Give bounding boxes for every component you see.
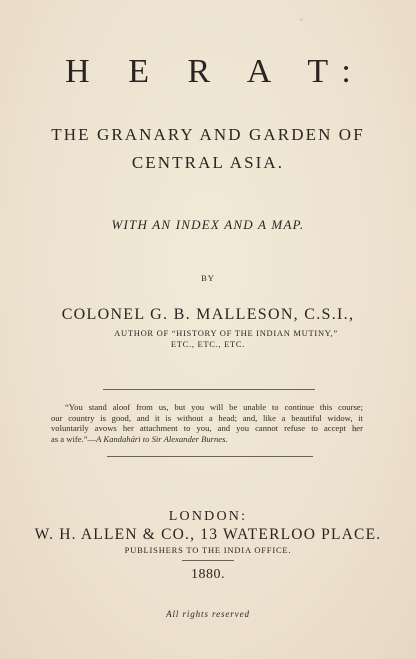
rights-notice: All rights reserved: [166, 609, 250, 619]
paper-foxing-spot: [300, 18, 303, 21]
author-credentials: AUTHOR OF “HISTORY OF THE INDIAN MUTINY,”: [114, 328, 338, 338]
epigraph-line: our country is good, and it is without a head; and, like a beautiful widow, it: [51, 412, 363, 423]
epigraph-line: “You stand aloof from us, but you will be unable to continue this course;: [65, 402, 363, 412]
author-credentials-etc: ETC., ETC., ETC.: [170, 339, 246, 349]
epigraph-line-text: as a wife.”—: [51, 433, 97, 444]
imprint-publisher: W. H. ALLEN & CO., 13 WATERLOO PLACE.: [34, 526, 382, 543]
year-rule: [182, 560, 234, 561]
divider-rule-bottom: [107, 456, 313, 457]
epigraph-line: voluntarily avows her attachment to you, and you cannot refuse to accept her: [51, 423, 363, 433]
subtitle-line-1: THE GRANARY AND GARDEN OF: [51, 125, 365, 144]
by-label: BY: [201, 273, 215, 283]
imprint-publisher-note: PUBLISHERS TO THE INDIA OFFICE.: [124, 545, 292, 555]
epigraph: [51, 402, 363, 444]
epigraph-source: A Kandahári to Sir Alexander Burnes.: [96, 433, 228, 444]
divider-rule-top: [103, 389, 315, 390]
imprint-year: 1880.: [191, 567, 225, 582]
imprint-city: LONDON:: [168, 509, 248, 524]
book-title: H E R A T:: [65, 53, 366, 90]
author-name: COLONEL G. B. MALLESON, C.S.I.,: [61, 306, 355, 323]
epigraph-last-line: [51, 434, 363, 445]
index-note: WITH AN INDEX AND A MAP.: [111, 217, 305, 232]
subtitle-line-2: CENTRAL ASIA.: [131, 153, 285, 172]
